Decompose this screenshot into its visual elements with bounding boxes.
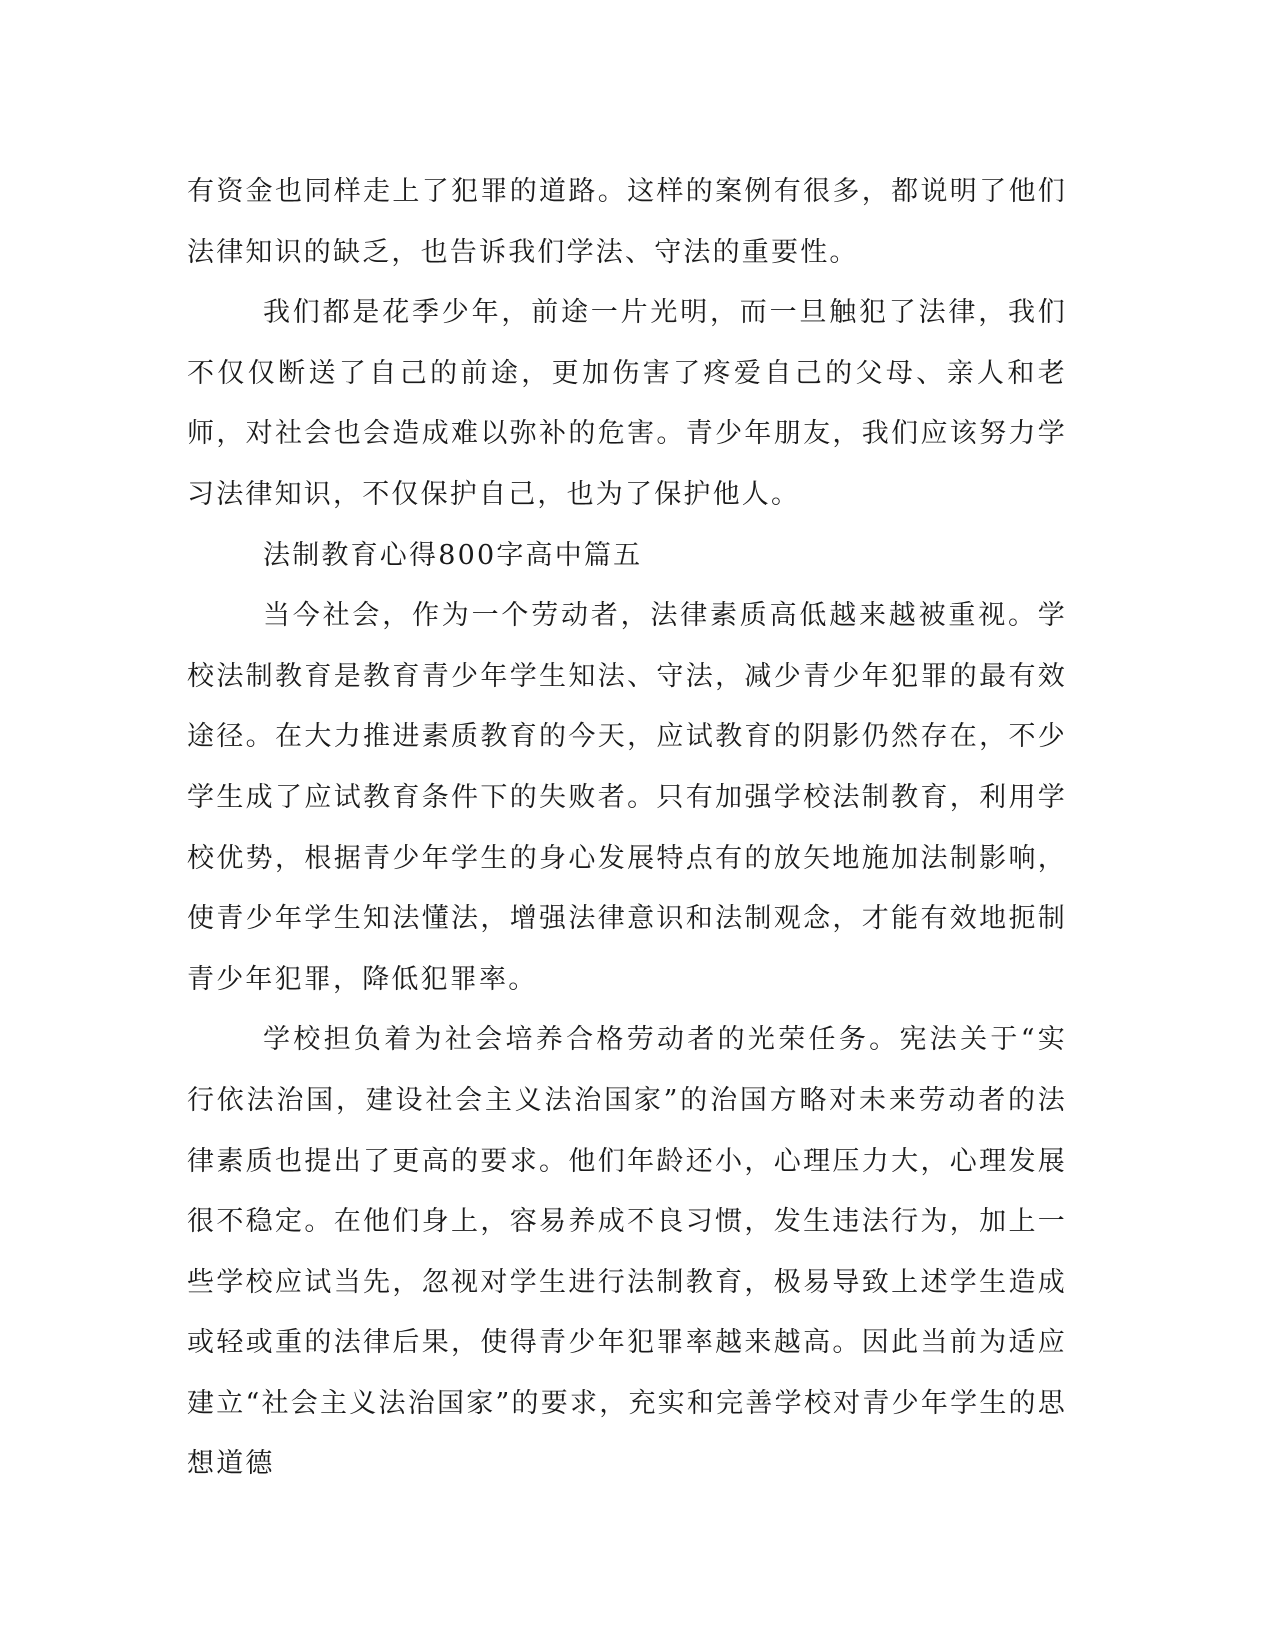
paragraph: 学校担负着为社会培养合格劳动者的光荣任务。宪法关于“实行依法治国，建设社会主义法治国家”的治国方略对未来劳动者的法律素质也提出了更高的要求。他们年龄还小，心理压力大，心理发展很不稳定。在他们身上，容易养成不良习惯，发生违法行为，加上一些学校应试当先，忽视对学生进行法制教育，极易导致上述学生造成或轻或重的法律后果，使得青少年犯罪率越来越高。因此当前为适应建立“社会主义法治国家”的要求，充实和完善学校对青少年学生的思想道德 — [187, 1024, 1067, 1480]
paragraph: 当今社会，作为一个劳动者，法律素质高低越来越被重视。学校法制教育是教育青少年学生知法、守法，减少青少年犯罪的最有效途径。在大力推进素质教育的今天，应试教育的阴影仍然存在，不少学生成了应试教育条件下的失败者。只有加强学校法制教育，利用学校优势，根据青少年学生的身心发展特点有的放矢地施加法制影响，使青少年学生知法懂法，增强法律意识和法制观念，才能有效地扼制青少年犯罪，降低犯罪率。 — [187, 600, 1067, 995]
paragraph-continued: 有资金也同样走上了犯罪的道路。这样的案例有很多，都说明了他们法律知识的缺乏，也告诉我们学法、守法的重要性。 — [187, 176, 1067, 268]
paragraph: 我们都是花季少年，前途一片光明，而一旦触犯了法律，我们不仅仅断送了自己的前途，更加伤害了疼爱自己的父母、亲人和老师，对社会也会造成难以弥补的危害。青少年朋友，我们应该努力学习法律知识，不仅保护自己，也为了保护他人。 — [187, 297, 1067, 510]
section-heading: 法制教育心得800字高中篇五 — [263, 539, 643, 571]
document-body — [187, 162, 1067, 1495]
